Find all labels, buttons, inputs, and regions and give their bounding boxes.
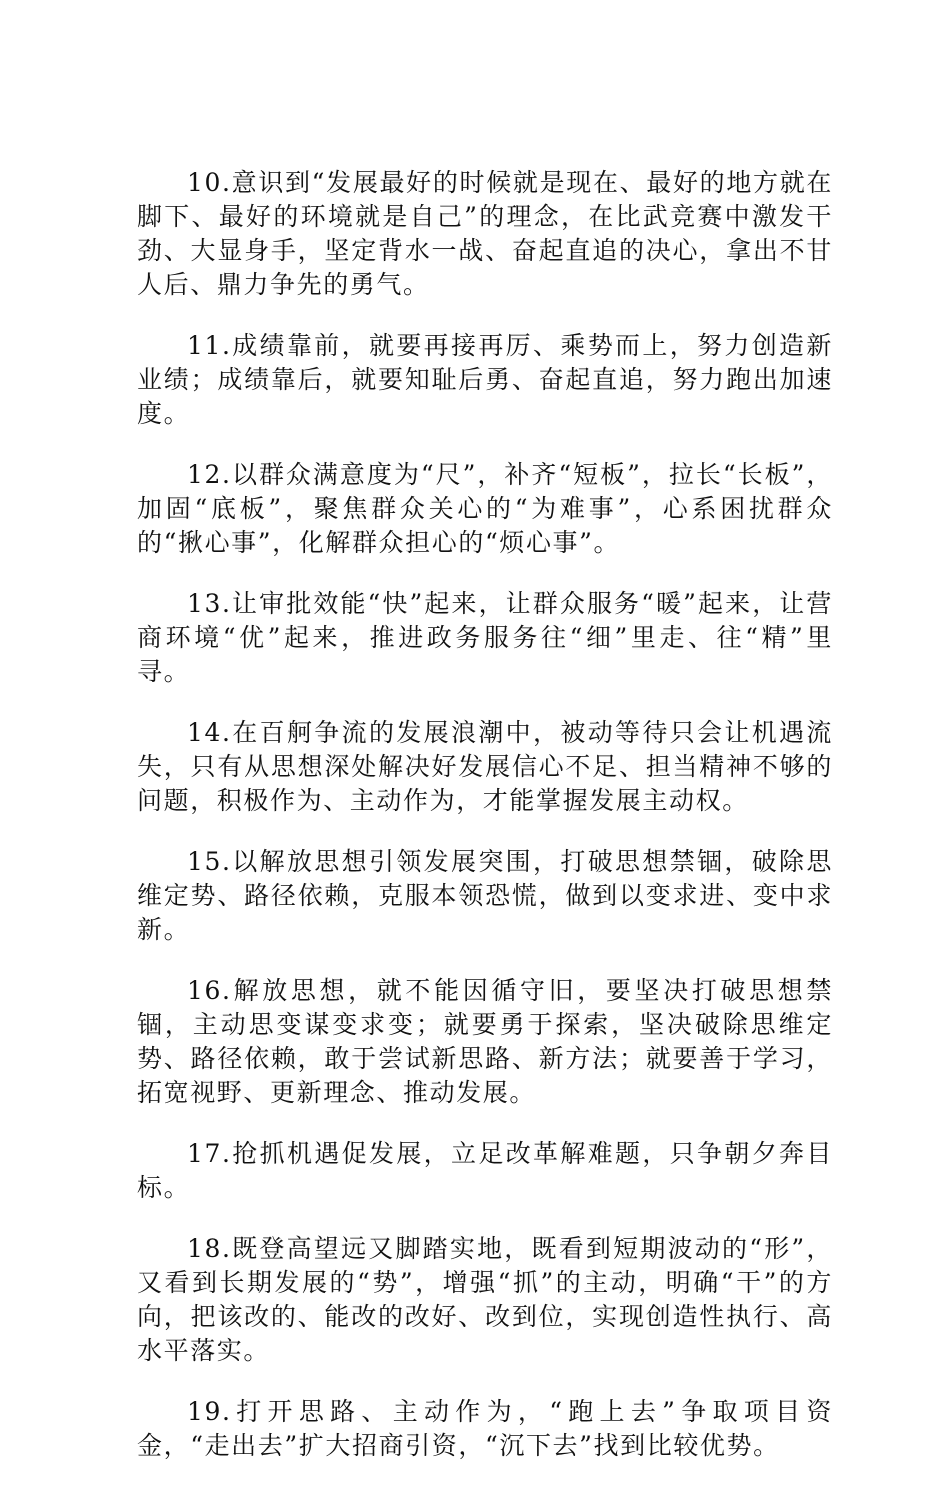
paragraph-14: 14.在百舸争流的发展浪潮中，被动等待只会让机遇流失，只有从思想深处解决好发展信心不足、担当精神不够的问题，积极作为、主动作为，才能掌握发展主动权。	[137, 718, 833, 815]
paragraph-11: 11.成绩靠前，就要再接再厉、乘势而上，努力创造新业绩；成绩靠后，就要知耻后勇、奋起直追，努力跑出加速度。	[137, 331, 833, 428]
paragraph-13: 13.让审批效能“快”起来，让群众服务“暖”起来，让营商环境“优”起来，推进政务服务往“细”里走、往“精”里寻。	[137, 589, 833, 686]
paragraph-19: 19.打开思路、主动作为，“跑上去”争取项目资金，“走出去”扩大招商引资，“沉下去”找到比较优势。	[137, 1397, 833, 1460]
document-body	[137, 166, 833, 1490]
paragraph-17: 17.抢抓机遇促发展，立足改革解难题，只争朝夕奔目标。	[137, 1139, 833, 1202]
paragraph-12: 12.以群众满意度为“尺”，补齐“短板”，拉长“长板”，加固“底板”，聚焦群众关心的“为难事”，心系困扰群众的“揪心事”，化解群众担心的“烦心事”。	[137, 460, 833, 557]
paragraph-15: 15.以解放思想引领发展突围，打破思想禁锢，破除思维定势、路径依赖，克服本领恐慌，做到以变求进、变中求新。	[137, 847, 833, 944]
paragraph-10: 10.意识到“发展最好的时候就是现在、最好的地方就在脚下、最好的环境就是自己”的理念，在比武竞赛中激发干劲、大显身手，坚定背水一战、奋起直追的决心，拿出不甘人后、鼎力争先的勇气。	[137, 168, 833, 299]
paragraph-18: 18.既登高望远又脚踏实地，既看到短期波动的“形”，又看到长期发展的“势”，增强“抓”的主动，明确“干”的方向，把该改的、能改的改好、改到位，实现创造性执行、高水平落实。	[137, 1234, 833, 1365]
paragraph-16: 16.解放思想，就不能因循守旧，要坚决打破思想禁锢，主动思变谋变求变；就要勇于探索，坚决破除思维定势、路径依赖，敢于尝试新思路、新方法；就要善于学习，拓宽视野、更新理念、推动发展。	[137, 976, 833, 1107]
